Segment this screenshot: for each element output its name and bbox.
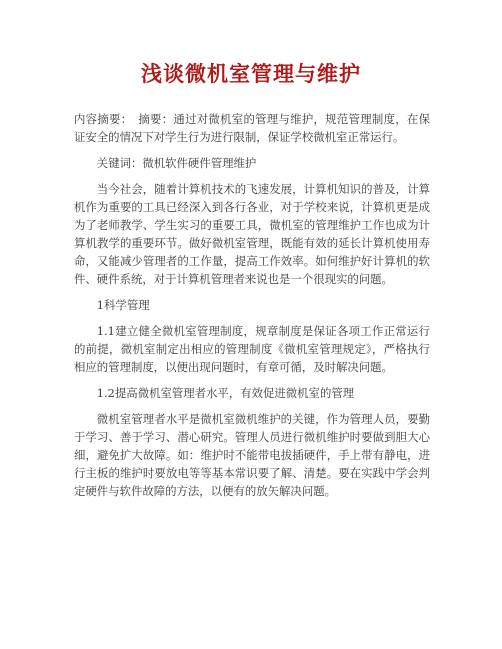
document-title: 浅谈微机室管理与维护 — [141, 62, 361, 86]
intro-paragraph: 当今社会，随着计算机技术的飞速发展，计算机知识的普及，计算机作为重要的工具已经深入到各行各业，对于学校来说，计算机更是成为了老师教学、学生实习的重要工具，微机室的管理维护工作也成为计算机教学的重要环节。做好微机室管理，既能有效的延长计算机使用寿命，又能减少管理者的工作量，提高工作效率。如何维护好计算机的软件、硬件系统，对于计算机管理者来说也是一个很现实的问题。 — [74, 182, 430, 286]
section-1-1-paragraph: 1.1建立健全微机室管理制度，规章制度是保证各项工作正常运行的前提，微机室制定出相应的管理制度《微机室管理规定》，严格执行相应的管理制度，以便出现问题时，有章可循，及时解决问题。 — [74, 324, 430, 374]
document-body — [74, 110, 430, 508]
keywords-paragraph: 关键词：微机软件硬件管理维护 — [96, 156, 257, 170]
section-1-2-paragraph: 微机室管理者水平是微机室微机维护的关键，作为管理人员，要勤于学习、善于学习、潜心研究。管理人员进行微机维护时要做到胆大心细，避免扩大故障。如：维护时不能带电拔插硬件，手上带有静电，进行主板的维护时要放电等等基本常识要了解、清楚。要在实践中学会判定硬件与软件故障的方法，以便有的放矢解决问题。 — [74, 412, 430, 498]
section-1-2-heading: 1.2提高微机室管理者水平，有效促进微机室的管理 — [96, 386, 355, 400]
abstract-paragraph: 内容摘要： 摘要：通过对微机室的管理与维护，规范管理制度，在保证安全的情况下对学生行为进行限制，保证学校微机室正常运行。 — [74, 112, 430, 144]
section-heading: 1科学管理 — [96, 298, 150, 312]
